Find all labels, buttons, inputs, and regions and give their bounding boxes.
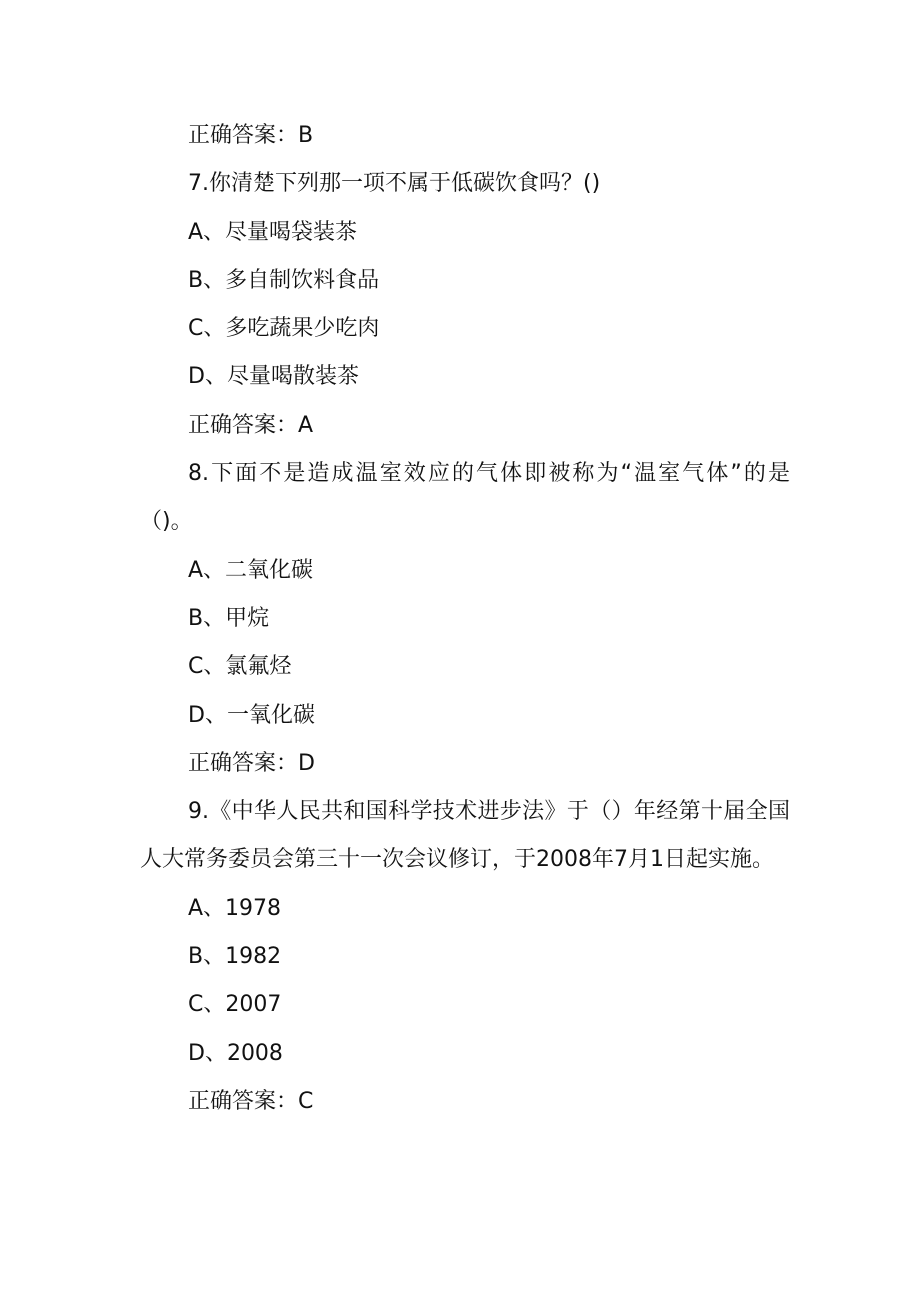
answer-6: 正确答案：B: [188, 123, 314, 148]
answer-7: 正确答案：A: [188, 412, 314, 438]
question-8: 8.下面不是造成温室效应的气体即被称为“温室气体”的是（)。: [140, 461, 790, 535]
question-7-option-b: B、多自制饮料食品: [188, 267, 380, 293]
question-9-option-a: A、1978: [188, 895, 282, 921]
question-8-option-a: A、二氧化碳: [188, 557, 314, 583]
question-9-option-b: B、1982: [188, 944, 282, 970]
question-8-option-c: C、氯氟烃: [188, 654, 292, 680]
question-8-option-d: D、一氧化碳: [188, 702, 315, 728]
document-body: [140, 112, 790, 1126]
question-9-option-c: C、2007: [188, 992, 282, 1018]
answer-9: 正确答案：C: [188, 1088, 314, 1114]
question-8-option-b: B、甲烷: [188, 605, 270, 631]
answer-8: 正确答案：D: [188, 750, 315, 776]
question-9: 9.《中华人民共和国科学技术进步法》于（）年经第十届全国人大常务委员会第三十一次会议修订，于2008年7月1日起实施。: [140, 799, 790, 873]
question-7-option-d: D、尽量喝散装茶: [188, 364, 359, 390]
question-7-option-a: A、尽量喝袋装茶: [188, 219, 358, 245]
question-7-option-c: C、多吃蔬果少吃肉: [188, 316, 380, 342]
question-9-option-d: D、2008: [188, 1040, 283, 1066]
question-7: 7.你清楚下列那一项不属于低碳饮食吗？(): [188, 171, 601, 197]
